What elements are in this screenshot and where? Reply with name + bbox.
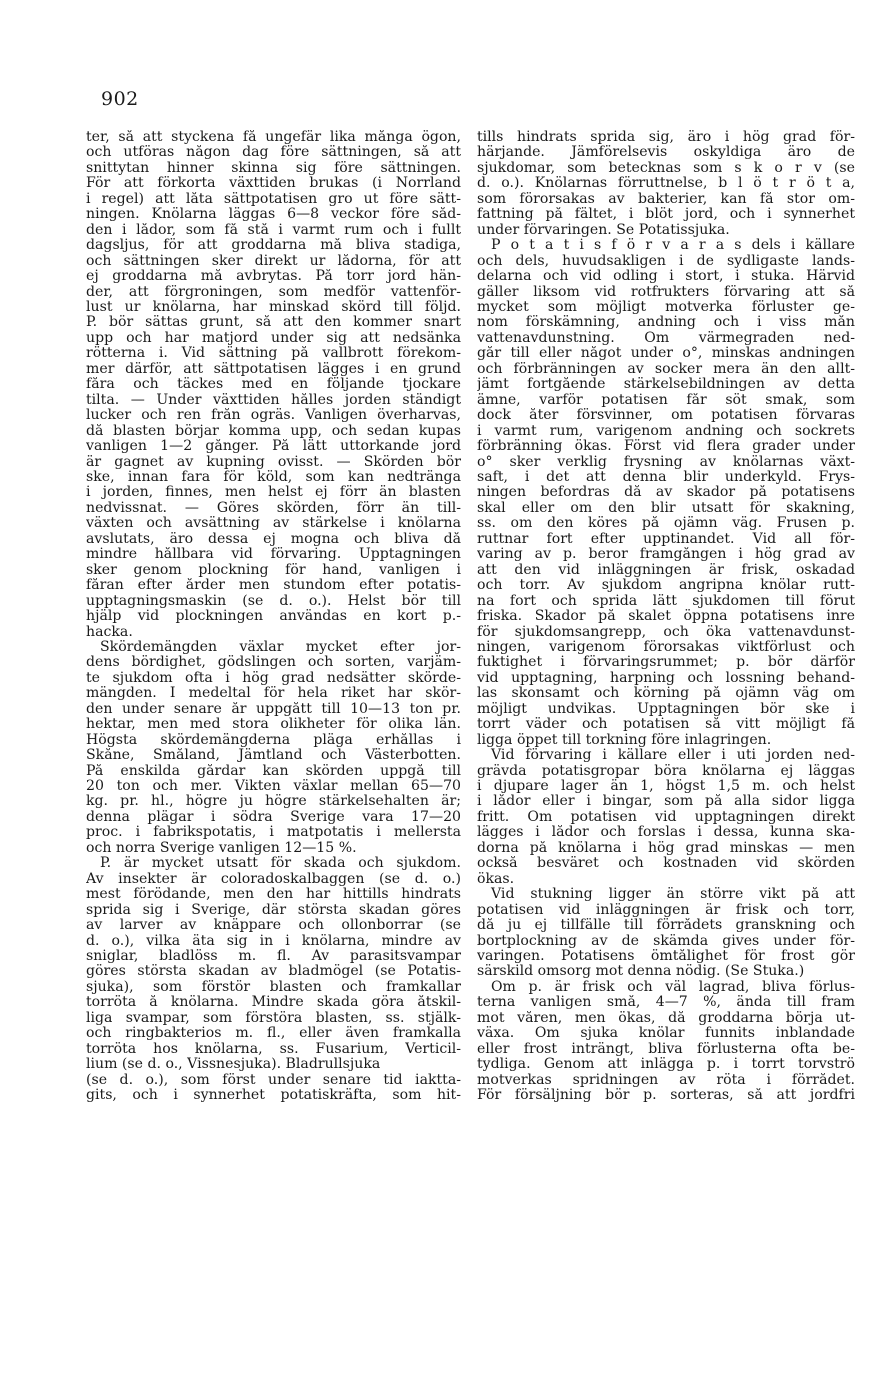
text-line: vid upptagning, harpning och lossning behand- — [477, 670, 855, 686]
text-line: ske, innan fara för köld, som kan nedtränga — [86, 469, 461, 485]
text-line: rötterna i. Vid sättning på vallbrott förekom- — [86, 346, 461, 362]
text-line: mest förödande, men den har hittills hindrats — [86, 887, 461, 903]
text-line: i varmt rum, varigenom andning och sockrets — [477, 423, 855, 439]
text-line: vanligen 1—2 gånger. På lätt uttorkande jord — [86, 439, 461, 455]
text-line: fritt. Om potatisen vid upptagningen direkt — [477, 809, 855, 825]
text-line: torröta å knölarna. Mindre skada göra åtskil- — [86, 995, 461, 1011]
text-line: lägges i lådor och forslas i dessa, kunna ska- — [477, 825, 855, 841]
text-line: mer därför, att sättpotatisen lägges i en grund — [86, 361, 461, 377]
text-line: P. är mycket utsatt för skada och sjukdom. — [100, 856, 461, 872]
text-line: fattning på fältet, i blöt jord, och i synnerhet — [477, 207, 855, 223]
left-column — [86, 130, 461, 1104]
text-line: varing av p. beror framgången i hög grad av — [477, 547, 855, 563]
text-line: Högsta skördemängderna pläga erhållas i — [86, 732, 461, 748]
text-line: och dels, huvudsakligen i de sydligaste lands- — [477, 253, 855, 269]
text-line: under förvaringen. Se Potatissjuka. — [477, 222, 730, 238]
text-line: går till eller något under o°, minskas andningen — [477, 346, 855, 362]
text-line: der, att förgroningen, som medför vattenför- — [86, 284, 461, 300]
text-line: grävda potatisgropar böra knölarna ej läggas — [477, 763, 855, 779]
text-line: dens bördighet, gödslingen och sorten, varjäm- — [86, 655, 461, 671]
text-line: gäller liksom vid rotfrukters förvaring att så — [477, 284, 855, 300]
text-line: och förbränningen av socker mera än den allt- — [477, 361, 855, 377]
text-line: mindre hållbara vid förvaring. Upptagningen — [86, 547, 461, 563]
text-line: ter, så att styckena få ungefär lika många ögon, — [86, 130, 461, 145]
page-number: 902 — [101, 88, 139, 110]
text-line: hjälp vid plockningen användas en kort p.- — [86, 609, 461, 625]
text-line: jämt fortgående stärkelsebildningen av detta — [477, 377, 855, 393]
right-column — [477, 130, 855, 1104]
text-line: 20 ton och mer. Vikten växlar mellan 65—70 — [86, 779, 461, 795]
text-line: den under senare år uppgått till 10—13 ton pr. — [86, 701, 461, 717]
text-line: och sättningen sker direkt ur lådorna, för att — [86, 253, 461, 269]
text-line: delarna och vid odling i stort, i stuka. Härvid — [477, 269, 855, 285]
text-line: hektar, men med stora olikheter för olika län. — [86, 717, 461, 733]
text-line: sjuka), som förstör blasten och framkallar — [86, 979, 461, 995]
text-line: i lådor eller i bingar, som på alla sidor ligga — [477, 794, 855, 810]
text-line: d. o.). Knölarnas förruttnelse, b l ö t r ö t a, — [477, 176, 855, 192]
text-line: i jorden, finnes, men helst ej förr än blasten — [86, 485, 461, 501]
text-line: terna vanligen små, 4—7 %, ända till fram — [477, 995, 855, 1011]
text-line: potatisen vid inläggningen är frisk och torr, — [477, 902, 855, 918]
text-line: dock åter försvinner, om potatisen förvaras — [477, 408, 855, 424]
text-line: På enskilda gårdar kan skörden uppgå till — [86, 763, 461, 779]
text-line: fåran efter årder men stundom efter potatis- — [86, 578, 461, 594]
text-line: kg. pr. hl., högre ju högre stärkelsehalten är; — [86, 794, 461, 810]
text-line: torrt väder och potatisen så vitt möjligt få — [477, 717, 855, 733]
text-line: saft, i det att denna blir underkyld. Frys- — [477, 469, 855, 485]
text-line: då blasten börjar komma upp, och sedan kupas — [86, 423, 461, 439]
text-line: Vid stukning ligger än större vikt på att — [491, 887, 855, 903]
text-line: P o t a t i s f ö r v a r a s dels i källare — [491, 238, 855, 254]
text-line: och norra Sverige vanligen 12—15 %. — [86, 840, 357, 856]
text-line: att den vid inläggningen är frisk, oskadad — [477, 562, 855, 578]
text-line: upp och har matjord under sig att nedsänka — [86, 330, 461, 346]
text-line: eller frost inträngt, bliva förlusterna ofta be- — [477, 1041, 855, 1057]
text-line: härjande. Jämförelsevis oskyldiga äro de — [477, 145, 855, 161]
text-line: (se d. o.), som först under senare tid iakttа- — [86, 1072, 461, 1088]
text-line: ruttnar fort efter upptinandet. Vid all för- — [477, 531, 855, 547]
text-line: dagsljus, för att groddarna må bliva stadiga, — [86, 238, 461, 254]
text-line: tilta. — Under växttiden hålles jorden ständigt — [86, 392, 461, 408]
text-line: ss. om den köres på ojämn väg. Frusen p. — [477, 516, 855, 532]
text-line: också besväret och kostnaden vid skörden — [477, 856, 855, 872]
text-line: fåra och täckes med en följande tjockare — [86, 377, 461, 393]
text-line: skal eller om den blir utsatt för skakning, — [477, 500, 855, 516]
text-line: i djupare lager än 1, högst 1,5 m. och helst — [477, 779, 855, 795]
text-line: förbränning ökas. Först vid flera grader under — [477, 439, 855, 455]
text-line: Vid förvaring i källare eller i uti jorden ned- — [491, 748, 855, 764]
text-line: ämne, varför potatisen får söt smak, som — [477, 392, 855, 408]
text-line: ligga öppet till torkning före inlagringen. — [477, 732, 772, 748]
text-line: Om p. är frisk och väl lagrad, bliva förlus- — [491, 979, 855, 995]
text-line: För försäljning bör p. sorteras, så att jordfri — [477, 1088, 855, 1104]
text-line: ökas. — [477, 871, 515, 887]
text-line: vattenavdunstning. Om värmegraden ned- — [477, 330, 855, 346]
text-line: torröta hos knölarna, ss. Fusarium, Verticil- — [86, 1041, 461, 1057]
text-line: För att förkorta växttiden brukas (i Norrland — [86, 176, 461, 192]
text-line: Skåne, Småland, Jämtland och Västerbotten. — [86, 748, 461, 764]
text-line: då ju ej tillfälle till förrådets granskning och — [477, 918, 855, 934]
text-line: d. o.), vilka äta sig in i knölarna, mindre av — [86, 933, 461, 949]
text-line: avslutats, äro dessa ej mogna och bliva då — [86, 531, 461, 547]
text-line: göres största skadan av bladmögel (se Potatis- — [86, 964, 461, 980]
text-line: dorna på knölarna i hög grad minskas — men — [477, 840, 855, 856]
text-line: motverkas spridningen av röta i förrådet. — [477, 1072, 855, 1088]
text-line: bortplockning av de skämda gives under för- — [477, 933, 855, 949]
text-line: lust ur knölarna, har minskad skörd till följd. — [86, 299, 461, 315]
text-line: av larver av knäppare och ollonborrar (se — [86, 918, 461, 934]
text-line: Skördemängden växlar mycket efter jor- — [100, 639, 461, 655]
text-line: särskild omsorg mot denna nödig. (Se Stuka.) — [477, 964, 805, 980]
text-line: ningen befordras då av skador på potatisens — [477, 485, 855, 501]
text-line: o° sker verklig frysning av knölarnas växt- — [477, 454, 855, 470]
text-line: las skonsamt och körning på ojämn väg om — [477, 686, 855, 702]
text-line: mot våren, men ökas, då groddarna börja ut- — [477, 1010, 855, 1026]
text-line: liga svampar, som förstöra blasten, ss. stjälk- — [86, 1010, 461, 1026]
text-line: hacka. — [86, 624, 133, 640]
text-line: varingen. Potatisens ömtålighet för frost gör — [477, 949, 855, 965]
text-line: nom förskämning, andning och i viss mån — [477, 315, 855, 331]
text-line: växa. Om sjuka knölar funnits inblandade — [477, 1026, 855, 1042]
text-line: ningen, varigenom förorsakas viktförlust och — [477, 639, 855, 655]
text-line: sjukdomar, som betecknas som s k o r v (se — [477, 160, 855, 176]
text-line: ningen. Knölarna läggas 6—8 veckor före såd- — [86, 207, 461, 223]
text-line: nedvissnat. — Göres skörden, förr än till- — [86, 500, 461, 516]
text-line: sniglar, bladlöss m. fl. Av parasitsvampar — [86, 949, 461, 965]
text-line: lium (se d. o., Vissnesjuka). Bladrullsjuka — [86, 1057, 381, 1073]
text-line: sker genom plockning för hand, vanligen i — [86, 562, 461, 578]
text-line: tills hindrats sprida sig, äro i hög grad för- — [477, 130, 855, 145]
text-line: och ringbakterios m. fl., eller även framkalla — [86, 1026, 461, 1042]
text-line: och torr. Av sjukdom angripna knölar rutt- — [477, 578, 855, 594]
text-line: den i lådor, som få stå i varmt rum och i fullt — [86, 222, 461, 238]
text-line: som förorsakas av bakterier, kan få stor om- — [477, 191, 855, 207]
text-line: te sjukdom ofta i hög grad nedsätter skörde- — [86, 670, 461, 686]
text-line: fuktighet i förvaringsrummet; p. bör därför — [477, 655, 855, 671]
text-line: mängden. I medeltal för hela riket har skör- — [86, 686, 461, 702]
text-line: proc. i fabrikspotatis, i matpotatis i mellersta — [86, 825, 461, 841]
text-line: P. bör sättas grunt, så att den kommer snart — [86, 315, 461, 331]
text-line: gits, och i synnerhet potatiskräfta, som hit- — [86, 1088, 461, 1104]
text-line: möjligt undvikas. Upptagningen bör ske i — [477, 701, 855, 717]
text-line: Av insekter är coloradoskalbaggen (se d. o.) — [86, 871, 461, 887]
text-line: lucker och ren från ogräs. Vanligen överharvas, — [86, 408, 461, 424]
text-line: för sjukdomsangrepp, och öka vattenavdunst- — [477, 624, 855, 640]
text-line: och utföras någon dag före sättningen, så att — [86, 145, 461, 161]
text-line: denna plägar i södra Sverige vara 17—20 — [86, 809, 461, 825]
text-line: ej groddarna må avbrytas. På torr jord hän- — [86, 269, 461, 285]
text-line: friska. Skador på skalet öppna potatisens inre — [477, 609, 855, 625]
text-line: sprida sig i Sverige, där största skadan göres — [86, 902, 461, 918]
text-line: är gagnet av kupning ovisst. — Skörden bör — [86, 454, 461, 470]
text-line: tydliga. Genom att inlägga p. i torrt torvströ — [477, 1057, 855, 1073]
text-line: snittytan hinner skinna sig före sättningen. — [86, 160, 461, 176]
text-line: upptagningsmaskin (se d. o.). Helst bör till — [86, 593, 461, 609]
text-line: växten och avsättning av stärkelse i knölarna — [86, 516, 461, 532]
text-line: na fort och sprida lätt sjukdomen till förut — [477, 593, 855, 609]
text-line: mycket som möjligt motverka förluster ge- — [477, 299, 855, 315]
text-line: i regel) att låta sättpotatisen gro ut före sätt- — [86, 191, 461, 207]
